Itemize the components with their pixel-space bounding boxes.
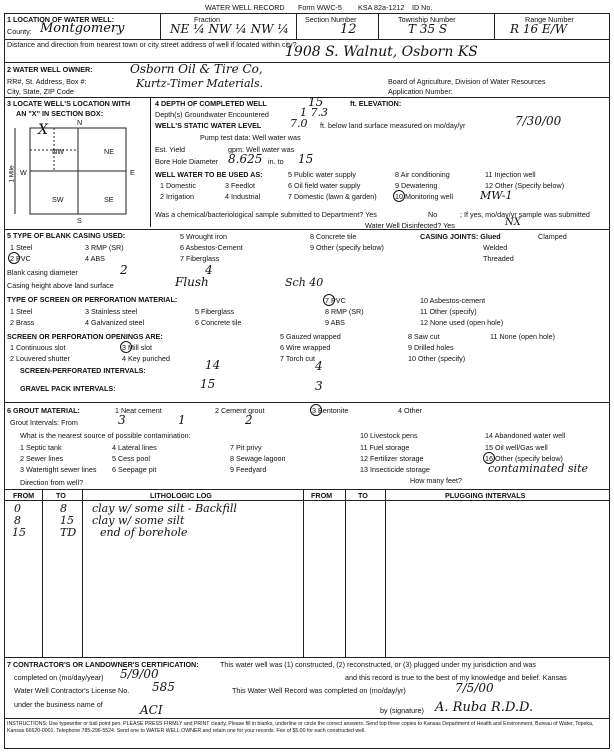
openings-heading: SCREEN OR PERFORATION OPENINGS ARE: bbox=[7, 332, 163, 341]
static-label: WELL'S STATIC WATER LEVEL bbox=[155, 121, 262, 130]
board-label: Board of Agriculture, Division of Water Resources bbox=[388, 77, 546, 86]
table-row-to: 8 bbox=[60, 502, 67, 515]
use-value[interactable]: MW-1 bbox=[480, 189, 513, 202]
contam-2[interactable]: 2 Sewer lines bbox=[20, 454, 64, 463]
license-value[interactable]: 585 bbox=[152, 680, 175, 694]
screen-7-circle bbox=[323, 294, 335, 306]
mile-label: 1 Mile bbox=[8, 165, 16, 183]
county-value[interactable]: Montgomery bbox=[40, 21, 125, 36]
weight-value[interactable]: Sch 40 bbox=[285, 276, 324, 289]
open-8[interactable]: 8 Saw cut bbox=[408, 332, 440, 341]
diam-to-value[interactable]: 4 bbox=[205, 263, 213, 277]
use-label: WELL WATER TO BE USED AS: bbox=[155, 170, 263, 179]
grid-ne: NE bbox=[104, 147, 114, 156]
spi-to[interactable]: 4 bbox=[315, 359, 323, 373]
open-2[interactable]: 2 Louvered shutter bbox=[10, 354, 70, 363]
groundwater-value[interactable]: 1 7.3 bbox=[300, 106, 328, 119]
screen-6[interactable]: 6 Concrete tile bbox=[195, 318, 242, 327]
bore-to: in. to bbox=[268, 157, 284, 166]
instructions: INSTRUCTIONS: Use typewriter or ball point pen. PLEASE PRESS FIRMLY and PRINT clearly. Please fill in blanks, underline or circle the correct answers. Send top three copies to Kansas Department of Health and Environment, Bureau of Water, Topeka, Kansas 66620-0001. Telephone 785-296-5524. Send one to WATER WELL OWNER and retain one for your records. Fee of $5.00 for each constructed well. bbox=[7, 721, 594, 734]
section-grid[interactable] bbox=[10, 120, 145, 220]
form-title: WATER WELL RECORD bbox=[205, 3, 285, 12]
section-2-heading: 2 WATER WELL OWNER: bbox=[7, 65, 93, 74]
township-value[interactable]: T 35 S bbox=[408, 22, 448, 36]
screen-8[interactable]: 8 RMP (SR) bbox=[325, 307, 364, 316]
fraction-label: Fraction bbox=[194, 15, 220, 24]
section-3-sub: AN "X" IN SECTION BOX: bbox=[16, 109, 104, 118]
use-3[interactable]: 3 Feedlot bbox=[225, 181, 255, 190]
open-6[interactable]: 6 Wire wrapped bbox=[280, 343, 331, 352]
spi-from[interactable]: 14 bbox=[205, 358, 221, 372]
use-10[interactable]: 10 Monitoring well bbox=[395, 192, 453, 201]
cert-text-1: This water well was (1) constructed, (2) reconstructed, or (3) plugged under my jurisdiction and was bbox=[220, 660, 536, 669]
diam-value[interactable]: 2 bbox=[120, 263, 128, 277]
table-row-desc: clay w/ some silt - Backfill bbox=[92, 502, 237, 515]
screen-heading: TYPE OF SCREEN OR PERFORATION MATERIAL: bbox=[7, 295, 178, 304]
plug-header-from: FROM bbox=[311, 491, 333, 500]
range-label: Range Number bbox=[525, 15, 574, 24]
grout-to[interactable]: 1 bbox=[178, 413, 186, 427]
chem-no[interactable]: No bbox=[428, 210, 438, 219]
table-row-from: 15 bbox=[12, 526, 26, 539]
static-value[interactable]: 7.0 bbox=[290, 117, 308, 130]
disinfected-label: Water Well Disinfected? Yes bbox=[365, 221, 455, 230]
screen-12[interactable]: 12 None used (open hole) bbox=[420, 318, 504, 327]
contam-8[interactable]: 8 Sewage lagoon bbox=[230, 454, 286, 463]
open-4[interactable]: 4 Key punched bbox=[122, 354, 170, 363]
casing-6[interactable]: 6 Asbestos-Cement bbox=[180, 243, 243, 252]
owner-name-2[interactable]: Kurtz-Timer Materials. bbox=[136, 77, 264, 90]
grout-2[interactable]: 2 Cement grout bbox=[215, 406, 265, 415]
address-label: RR#, St. Address, Box #: bbox=[7, 77, 87, 86]
open-7[interactable]: 7 Torch cut bbox=[280, 354, 316, 363]
contam-13[interactable]: 13 Insecticide storage bbox=[360, 465, 430, 474]
license-label: Water Well Contractor's License No. bbox=[14, 686, 130, 695]
screen-10[interactable]: 10 Asbestos-cement bbox=[420, 296, 486, 305]
bore-value[interactable]: 8.625 bbox=[228, 152, 263, 166]
contam-12[interactable]: 12 Fertilizer storage bbox=[360, 454, 424, 463]
section-6-heading: 6 GROUT MATERIAL: bbox=[7, 406, 80, 415]
chem-rest: ; If yes, mo/day/yr sample was submitted bbox=[460, 210, 590, 219]
signature-value[interactable]: A. Ruba R.D.D. bbox=[435, 700, 534, 715]
how-many-feet-label: How many feet? bbox=[410, 476, 462, 485]
use-1[interactable]: 1 Domestic bbox=[160, 181, 196, 190]
open-1[interactable]: 1 Continuous slot bbox=[10, 343, 66, 352]
id-label: ID No. bbox=[412, 3, 433, 12]
contam-5[interactable]: 5 Cess pool bbox=[112, 454, 150, 463]
gpi-to[interactable]: 3 bbox=[315, 379, 323, 393]
screen-7[interactable]: 7 PVC bbox=[325, 296, 346, 305]
yield-label: Est. Yield bbox=[155, 145, 185, 154]
business-label: under the business name of bbox=[14, 700, 103, 709]
bore-to-value[interactable]: 15 bbox=[298, 152, 314, 166]
casing-3[interactable]: 3 RMP (SR) bbox=[85, 243, 124, 252]
screen-11[interactable]: 11 Other (specify) bbox=[420, 307, 477, 316]
depth-label: 4 DEPTH OF COMPLETED WELL bbox=[155, 99, 267, 108]
business-value[interactable]: ACI bbox=[140, 703, 163, 717]
distance-label: Distance and direction from nearest town or city street address of well if located within city? bbox=[7, 40, 297, 49]
application-label: Application Number: bbox=[388, 87, 453, 96]
section-3-heading: 3 LOCATE WELL'S LOCATION WITH bbox=[7, 99, 131, 108]
grout-from-2[interactable]: 2 bbox=[245, 413, 253, 427]
open-3-circle bbox=[120, 341, 132, 353]
pump-label: Pump test data: Well water was bbox=[200, 133, 301, 142]
use-11[interactable]: 11 Injection well bbox=[485, 170, 536, 179]
ksa-number: KSA 82a-1212 bbox=[358, 3, 405, 12]
completed-value[interactable]: 5/9/00 bbox=[120, 667, 159, 681]
completed-label: completed on (mo/day/year) bbox=[14, 673, 104, 682]
static-date[interactable]: 7/30/00 bbox=[515, 114, 562, 128]
height-value[interactable]: Flush bbox=[175, 275, 209, 289]
use-12[interactable]: 12 Other (Specify below) bbox=[485, 181, 565, 190]
use-5[interactable]: 5 Public water supply bbox=[288, 170, 356, 179]
gpi-label: GRAVEL PACK INTERVALS: bbox=[20, 384, 116, 393]
screen-3[interactable]: 3 Stainless steel bbox=[85, 307, 138, 316]
grout-4[interactable]: 4 Other bbox=[398, 406, 422, 415]
use-2[interactable]: 2 Irrigation bbox=[160, 192, 194, 201]
contam-10[interactable]: 10 Livestock pens bbox=[360, 431, 418, 440]
grid-s: S bbox=[77, 216, 82, 225]
screen-9[interactable]: 9 ABS bbox=[325, 318, 345, 327]
joints-welded[interactable]: Welded bbox=[483, 243, 508, 252]
signature-label: by (signature) bbox=[380, 706, 424, 715]
grout-3[interactable]: 3 Bentonite bbox=[312, 406, 349, 415]
chem-label: Was a chemical/bacteriological sample submitted to Department? Yes bbox=[155, 210, 377, 219]
contam-11[interactable]: 11 Fuel storage bbox=[360, 443, 410, 452]
contam-7[interactable]: 7 Pit privy bbox=[230, 443, 262, 452]
contam-1[interactable]: 1 Septic tank bbox=[20, 443, 62, 452]
cert-text-3: This Water Well Record was completed on (mo/day/yr) bbox=[232, 686, 406, 695]
bore-label: Bore Hole Diameter bbox=[155, 157, 219, 166]
open-3[interactable]: 3 Mill slot bbox=[122, 343, 152, 352]
contam-value[interactable]: contaminated site bbox=[488, 462, 588, 475]
range-value[interactable]: R 16 E/W bbox=[510, 22, 568, 36]
use-7[interactable]: 7 Domestic (lawn & garden) bbox=[288, 192, 377, 201]
log-header-to: TO bbox=[56, 491, 66, 500]
grid-w: W bbox=[20, 168, 27, 177]
use-8[interactable]: 8 Air conditioning bbox=[395, 170, 450, 179]
grid-sw: SW bbox=[52, 195, 64, 204]
contam-14[interactable]: 14 Abandoned water well bbox=[485, 431, 566, 440]
joints-threaded[interactable]: Threaded bbox=[483, 254, 514, 263]
table-row-to: 15 bbox=[60, 514, 74, 527]
city-label: City, State, ZIP Code bbox=[7, 87, 74, 96]
fraction-value[interactable]: NE ¼ NW ¼ NW ¼ bbox=[170, 22, 289, 36]
spi-label: SCREEN-PERFORATED INTERVALS: bbox=[20, 366, 146, 375]
casing-4[interactable]: 4 ABS bbox=[85, 254, 105, 263]
casing-2-circle bbox=[8, 252, 20, 264]
grout-from[interactable]: 3 bbox=[118, 413, 126, 427]
yield-rest: gpm: Well water was bbox=[228, 145, 295, 154]
open-9[interactable]: 9 Drilled holes bbox=[408, 343, 454, 352]
open-11[interactable]: 11 None (open hole) bbox=[490, 332, 555, 341]
grout-1[interactable]: 1 Neat cement bbox=[115, 406, 162, 415]
section-7-heading: 7 CONTRACTOR'S OR LANDOWNER'S CERTIFICATION: bbox=[7, 660, 199, 669]
use-9[interactable]: 9 Dewatering bbox=[395, 181, 438, 190]
location-mark: X bbox=[38, 122, 48, 138]
groundwater-label: Depth(s) Groundwater Encountered bbox=[155, 110, 269, 119]
contam-3[interactable]: 3 Watertight sewer lines bbox=[20, 465, 97, 474]
screen-4[interactable]: 4 Galvanized steel bbox=[85, 318, 145, 327]
log-header-litho: LITHOLOGIC LOG bbox=[150, 491, 212, 500]
casing-9[interactable]: 9 Other (specify below) bbox=[310, 243, 384, 252]
contam-15[interactable]: 15 Oil well/Gas well bbox=[485, 443, 548, 452]
screen-2[interactable]: 2 Brass bbox=[10, 318, 35, 327]
owner-name[interactable]: Osborn Oil & Tire Co, bbox=[130, 62, 263, 76]
distance-value[interactable]: 1908 S. Walnut, Osborn KS bbox=[285, 44, 478, 60]
open-5[interactable]: 5 Gauzed wrapped bbox=[280, 332, 341, 341]
log-header-from: FROM bbox=[13, 491, 35, 500]
section-5-heading: 5 TYPE OF BLANK CASING USED: bbox=[7, 231, 126, 240]
table-row-from: 8 bbox=[14, 514, 21, 527]
use-4[interactable]: 4 Industrial bbox=[225, 192, 261, 201]
contam-9[interactable]: 9 Feedyard bbox=[230, 465, 267, 474]
section-1-heading: 1 LOCATION OF WATER WELL: bbox=[7, 15, 115, 24]
grout-interval-label: Grout Intervals: From bbox=[10, 418, 78, 427]
contam-label: What is the nearest source of possible contamination: bbox=[20, 431, 191, 440]
direction-label: Direction from well? bbox=[20, 478, 84, 487]
township-label: Township Number bbox=[398, 15, 456, 24]
static-rest: ft. below land surface measured on mo/day/yr bbox=[320, 121, 466, 130]
screen-5[interactable]: 5 Fiberglass bbox=[195, 307, 235, 316]
contam-16[interactable]: 16 Other (specify below) bbox=[485, 454, 563, 463]
table-row-desc: clay w/ some silt bbox=[92, 514, 185, 527]
casing-1[interactable]: 1 Steel bbox=[10, 243, 33, 252]
use-10-circle bbox=[393, 190, 405, 202]
plug-header-intervals: PLUGGING INTERVALS bbox=[445, 491, 526, 500]
plug-header-to: TO bbox=[358, 491, 368, 500]
casing-7[interactable]: 7 Fiberglass bbox=[180, 254, 220, 263]
grid-se: SE bbox=[104, 195, 114, 204]
depth-value[interactable]: 15 bbox=[308, 95, 324, 109]
contam-6[interactable]: 6 Seepage pit bbox=[112, 465, 157, 474]
casing-2[interactable]: 2 PVC bbox=[10, 254, 31, 263]
cert-text-2: and this record is true to the best of my knowledge and belief. Kansas bbox=[345, 673, 567, 682]
elevation-label: ft. ELEVATION: bbox=[350, 99, 402, 108]
contam-4[interactable]: 4 Lateral lines bbox=[112, 443, 157, 452]
grid-e: E bbox=[130, 168, 135, 177]
section-number-value[interactable]: 12 bbox=[340, 22, 357, 37]
diam-label: Blank casing diameter bbox=[7, 268, 78, 277]
joints-clamped[interactable]: Clamped bbox=[538, 232, 567, 241]
disinfected-value[interactable]: NX bbox=[505, 217, 521, 228]
table-row-from: 0 bbox=[14, 502, 21, 515]
county-label: County: bbox=[7, 27, 32, 36]
casing-8[interactable]: 8 Concrete tile bbox=[310, 232, 357, 241]
table-row-desc: end of borehole bbox=[100, 526, 188, 539]
grid-nw: NW bbox=[52, 147, 64, 156]
section-number-label: Section Number bbox=[305, 15, 357, 24]
grout-3-circle bbox=[310, 404, 322, 416]
gpi-from[interactable]: 15 bbox=[200, 377, 216, 391]
table-row-to: TD bbox=[60, 526, 77, 539]
grid-n: N bbox=[77, 118, 83, 127]
screen-1[interactable]: 1 Steel bbox=[10, 307, 33, 316]
use-6[interactable]: 6 Oil field water supply bbox=[288, 181, 361, 190]
joints-label: CASING JOINTS: Glued bbox=[420, 232, 501, 241]
casing-5[interactable]: 5 Wrought iron bbox=[180, 232, 228, 241]
open-10[interactable]: 10 Other (specify) bbox=[408, 354, 466, 363]
record-date[interactable]: 7/5/00 bbox=[455, 681, 494, 695]
form-number: Form WWC-5 bbox=[298, 3, 342, 12]
height-label: Casing height above land surface bbox=[7, 281, 114, 290]
